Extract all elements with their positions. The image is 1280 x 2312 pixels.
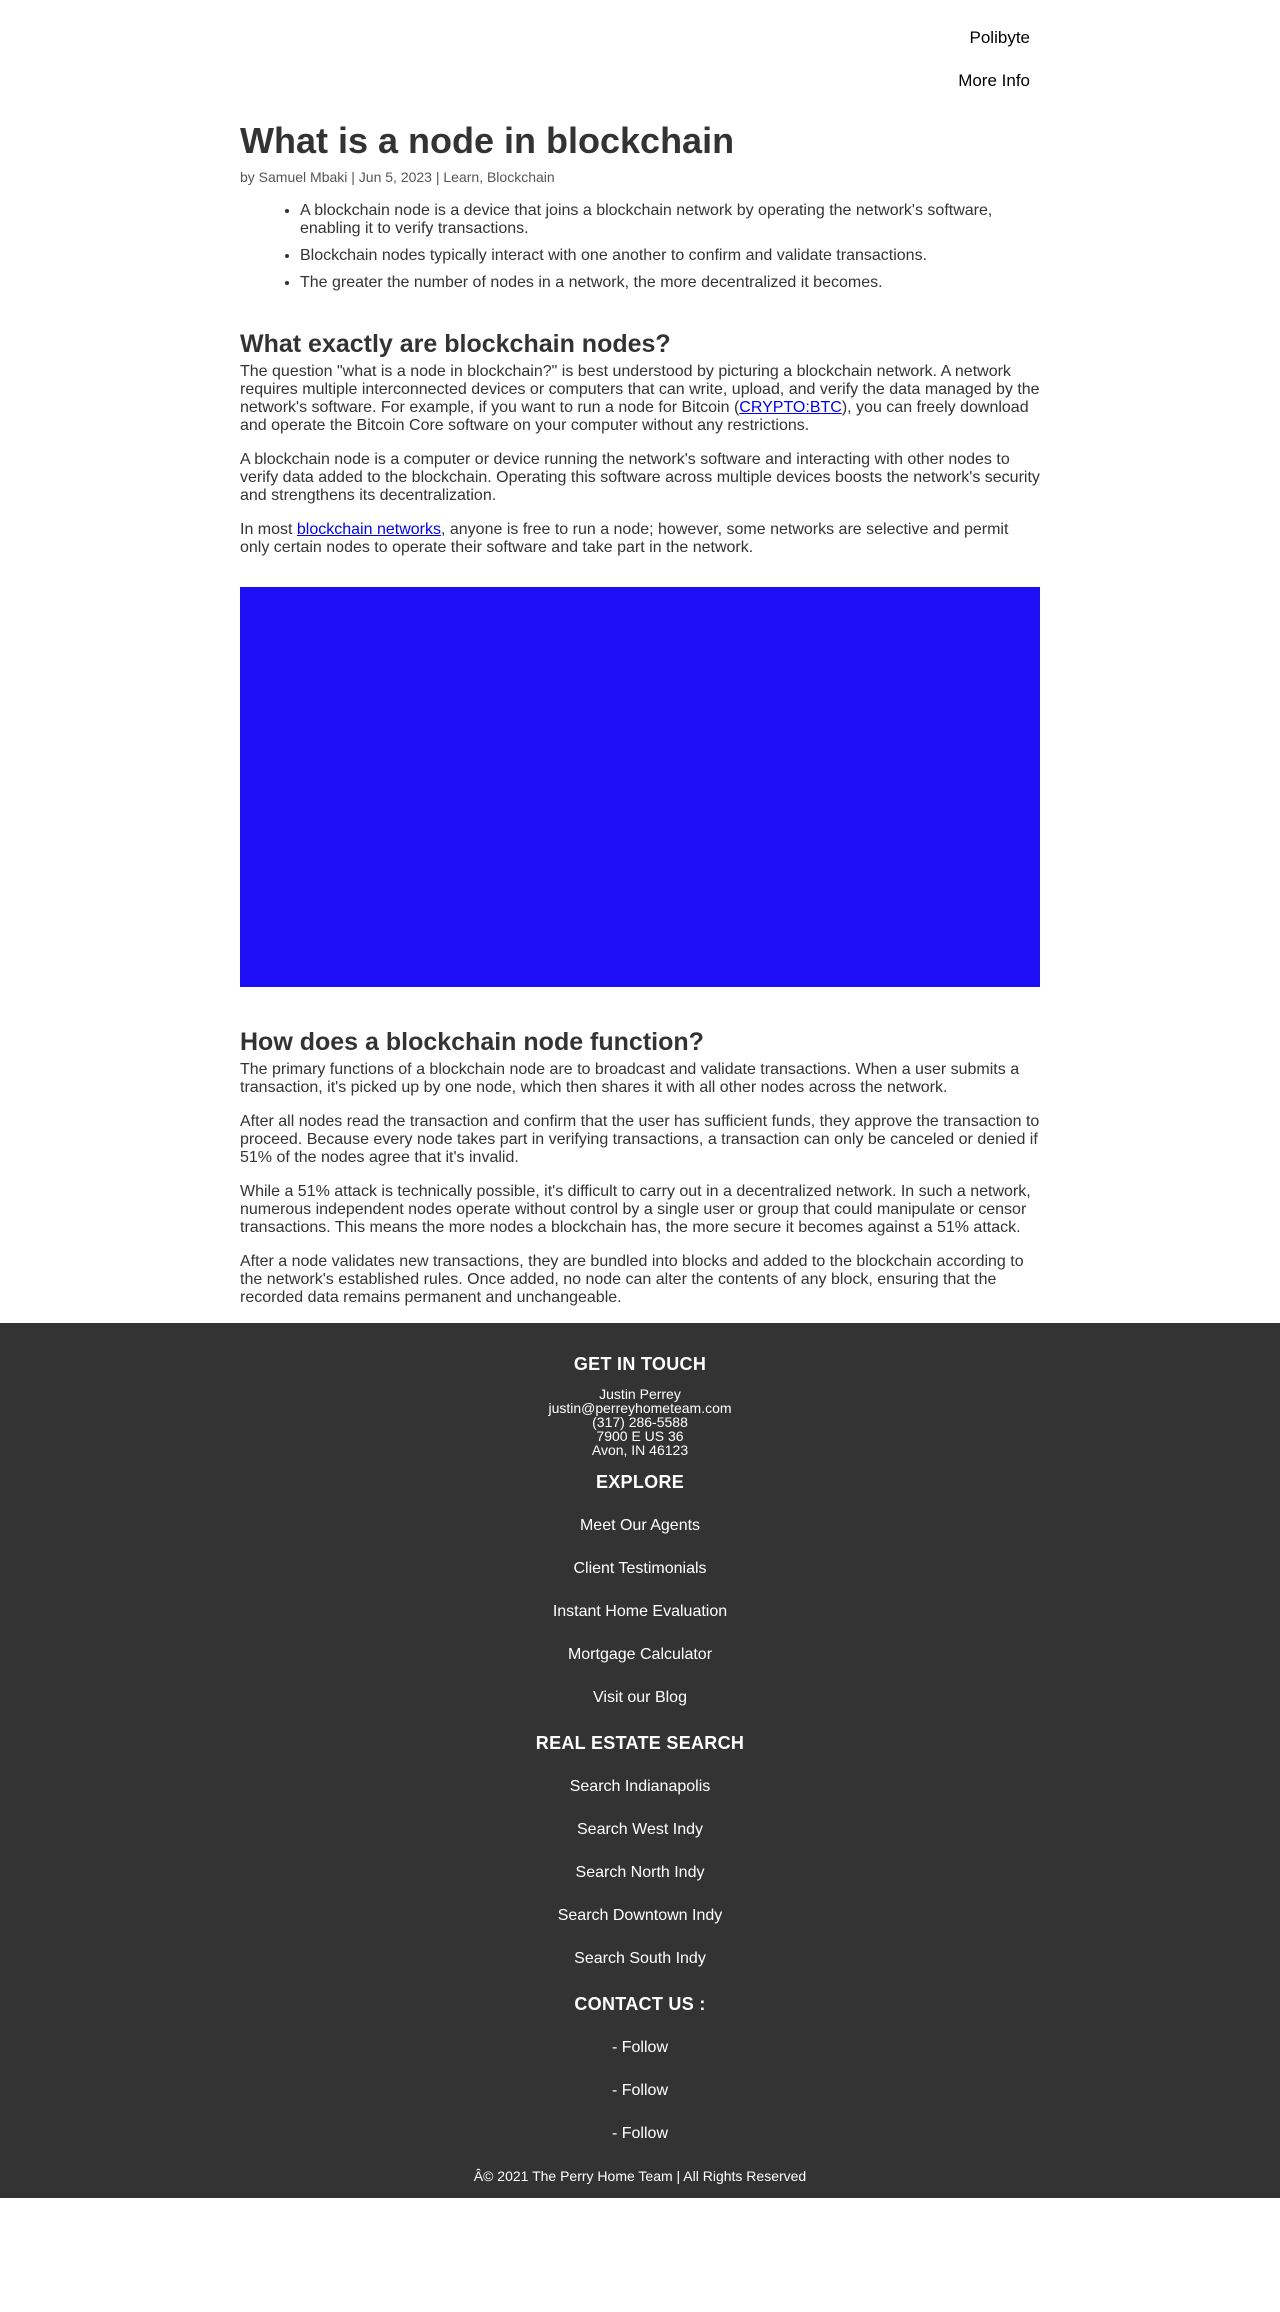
copyright: Â© 2021 The Perry Home Team | All Rights Reserved (473, 2168, 807, 2184)
nav-link-more-info[interactable]: More Info (958, 71, 1030, 90)
top-navigation (240, 0, 1040, 98)
footer-link-instant-home-evaluation[interactable]: Instant Home Evaluation (552, 1603, 728, 1620)
footer-heading-contact-us: CONTACT US : (574, 1994, 706, 2014)
paragraph: While a 51% attack is technically possible, it's difficult to carry out in a decentralized network. In such a network, numerous independent nodes operate without control by a single user or group that could manipulate or censor transactions. This means the more nodes a blockchain has, the more secure it becomes against a 51% attack. (240, 1183, 1031, 1236)
real-estate-links (0, 1778, 1280, 1968)
section-what-are-nodes (240, 329, 1040, 557)
footer-heading-explore: EXPLORE (595, 1472, 685, 1492)
article (240, 120, 1040, 1307)
footer-link-meet-our-agents[interactable]: Meet Our Agents (579, 1517, 701, 1534)
footer-link-mortgage-calculator[interactable]: Mortgage Calculator (567, 1646, 713, 1663)
contact-phone: (317) 286-5588 (592, 1414, 688, 1430)
footer-link-follow[interactable]: - Follow (611, 2125, 668, 2142)
footer-link-search-north-indy[interactable]: Search North Indy (575, 1864, 705, 1881)
footer-link-search-indianapolis[interactable]: Search Indianapolis (569, 1778, 711, 1795)
paragraph-text: The question "what is a node in blockchain?" is best understood by picturing a blockchain network. A network requires multiple interconnected devices or computers that can write, upload, and verify the data managed by the network's software. For example, if you want to run a node for Bitcoin ( (240, 363, 1040, 416)
contact-city: Avon, IN 46123 (591, 1442, 689, 1458)
section-heading: What exactly are blockchain nodes? (240, 330, 671, 358)
site-footer (0, 1323, 1280, 2198)
paragraph: After a node validates new transactions, they are bundled into blocks and added to the blockchain according to the network's established rules. Once added, no node can alter the contents of any block, ensuring that the recorded data remains permanent and unchangeable. (240, 1253, 1024, 1306)
section-heading: How does a blockchain node function? (240, 1028, 704, 1056)
summary-item: • A blockchain node is a device that joins a blockchain network by operating the network's software, enabling it to verify transactions. (300, 202, 1040, 238)
contact-street: 7900 E US 36 (596, 1428, 684, 1444)
footer-link-search-downtown-indy[interactable]: Search Downtown Indy (557, 1907, 723, 1924)
summary-item: • The greater the number of nodes in a network, the more decentralized it becomes. (300, 274, 1040, 292)
article-meta: by Samuel Mbaki | Jun 5, 2023 | Learn, Blockchain (240, 169, 555, 185)
summary-list (240, 202, 1040, 292)
article-image (240, 587, 1040, 987)
footer-heading-real-estate-search: REAL ESTATE SEARCH (535, 1733, 745, 1753)
footer-link-visit-our-blog[interactable]: Visit our Blog (593, 1689, 687, 1706)
paragraph: After all nodes read the transaction and confirm that the user has sufficient funds, they approve the transaction to proceed. Because every node takes part in verifying transactions, a transaction can only be canceled or denied if 51% of the nodes agree that it's invalid. (240, 1113, 1040, 1166)
paragraph-text: , anyone is free to run a node; however, some networks are selective and permit only certain nodes to operate their software and take part in the network. (240, 521, 1009, 556)
paragraph (240, 363, 1040, 435)
footer-link-search-south-indy[interactable]: Search South Indy (574, 1950, 706, 1967)
contact-follow-links (0, 2039, 1280, 2143)
explore-links (0, 1517, 1280, 1707)
summary-item: • Blockchain nodes typically interact with one another to confirm and validate transactions. (300, 247, 1040, 265)
paragraph: A blockchain node is a computer or device running the network's software and interacting with other nodes to verify data added to the blockchain. Operating this software across multiple devices boosts the network's security and strengthens its decentralization. (240, 451, 1040, 504)
page-title: What is a node in blockchain (240, 120, 735, 161)
contact-name: Justin Perrey (599, 1386, 681, 1402)
section-how-nodes-function (240, 1027, 1040, 1307)
contact-details (0, 1387, 1280, 1457)
contact-email: justin@perreyhometeam.com (548, 1400, 732, 1416)
paragraph: The primary functions of a blockchain node are to broadcast and validate transactions. When a user submits a transaction, it's picked up by one node, which then shares it with all other nodes across the network. (240, 1061, 1020, 1096)
crypto-btc-link[interactable]: CRYPTO:BTC (739, 399, 842, 416)
paragraph (240, 521, 1040, 557)
nav-link-polibyte[interactable]: Polibyte (969, 28, 1030, 47)
footer-heading-get-in-touch: GET IN TOUCH (573, 1354, 707, 1374)
paragraph-text: In most (240, 521, 297, 538)
footer-link-client-testimonials[interactable]: Client Testimonials (573, 1560, 707, 1577)
paragraph-text: ), you can freely download and operate the Bitcoin Core software on your computer without any restrictions. (240, 399, 1029, 434)
footer-link-search-west-indy[interactable]: Search West Indy (577, 1821, 703, 1838)
blockchain-networks-link[interactable]: blockchain networks (296, 521, 441, 538)
footer-link-follow[interactable]: - Follow (611, 2082, 668, 2099)
footer-link-follow[interactable]: - Follow (611, 2039, 668, 2056)
